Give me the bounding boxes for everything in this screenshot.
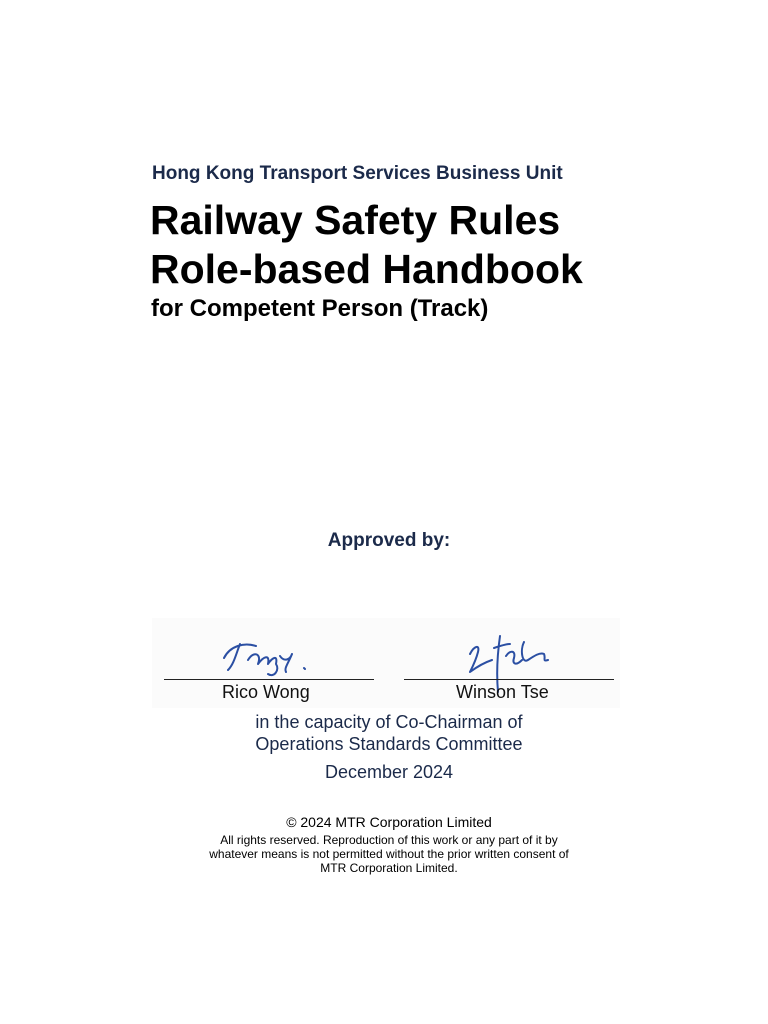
document-subtitle: for Competent Person (Track) xyxy=(151,295,489,322)
rights-line-3: MTR Corporation Limited. xyxy=(320,861,458,875)
signature-line-right xyxy=(404,679,614,680)
capacity-line-1: in the capacity of Co-Chairman of xyxy=(255,712,523,732)
capacity-line-2: Operations Standards Committee xyxy=(255,734,523,754)
signature-area xyxy=(152,618,620,708)
handwritten-signature-left xyxy=(218,620,318,680)
rights-statement xyxy=(0,833,768,875)
rights-line-2: whatever means is not permitted without the prior written consent of xyxy=(209,847,569,861)
signer-name-left: Rico Wong xyxy=(222,682,310,702)
signer-capacity xyxy=(0,711,768,755)
signature-line-left xyxy=(164,679,374,680)
signer-name-right: Winson Tse xyxy=(456,682,549,702)
copyright-notice: © 2024 MTR Corporation Limited xyxy=(286,814,492,830)
signature-block-left xyxy=(152,618,386,708)
rights-line-1: All rights reserved. Reproduction of this work or any part of it by xyxy=(220,833,558,847)
document-title-line-1: Railway Safety Rules xyxy=(150,197,561,243)
business-unit-heading: Hong Kong Transport Services Business Unit xyxy=(152,163,563,184)
approval-date: December 2024 xyxy=(324,762,454,782)
document-title-line-2: Role-based Handbook xyxy=(150,246,583,292)
approved-by-label: Approved by: xyxy=(327,530,451,551)
signature-block-right xyxy=(386,618,620,708)
